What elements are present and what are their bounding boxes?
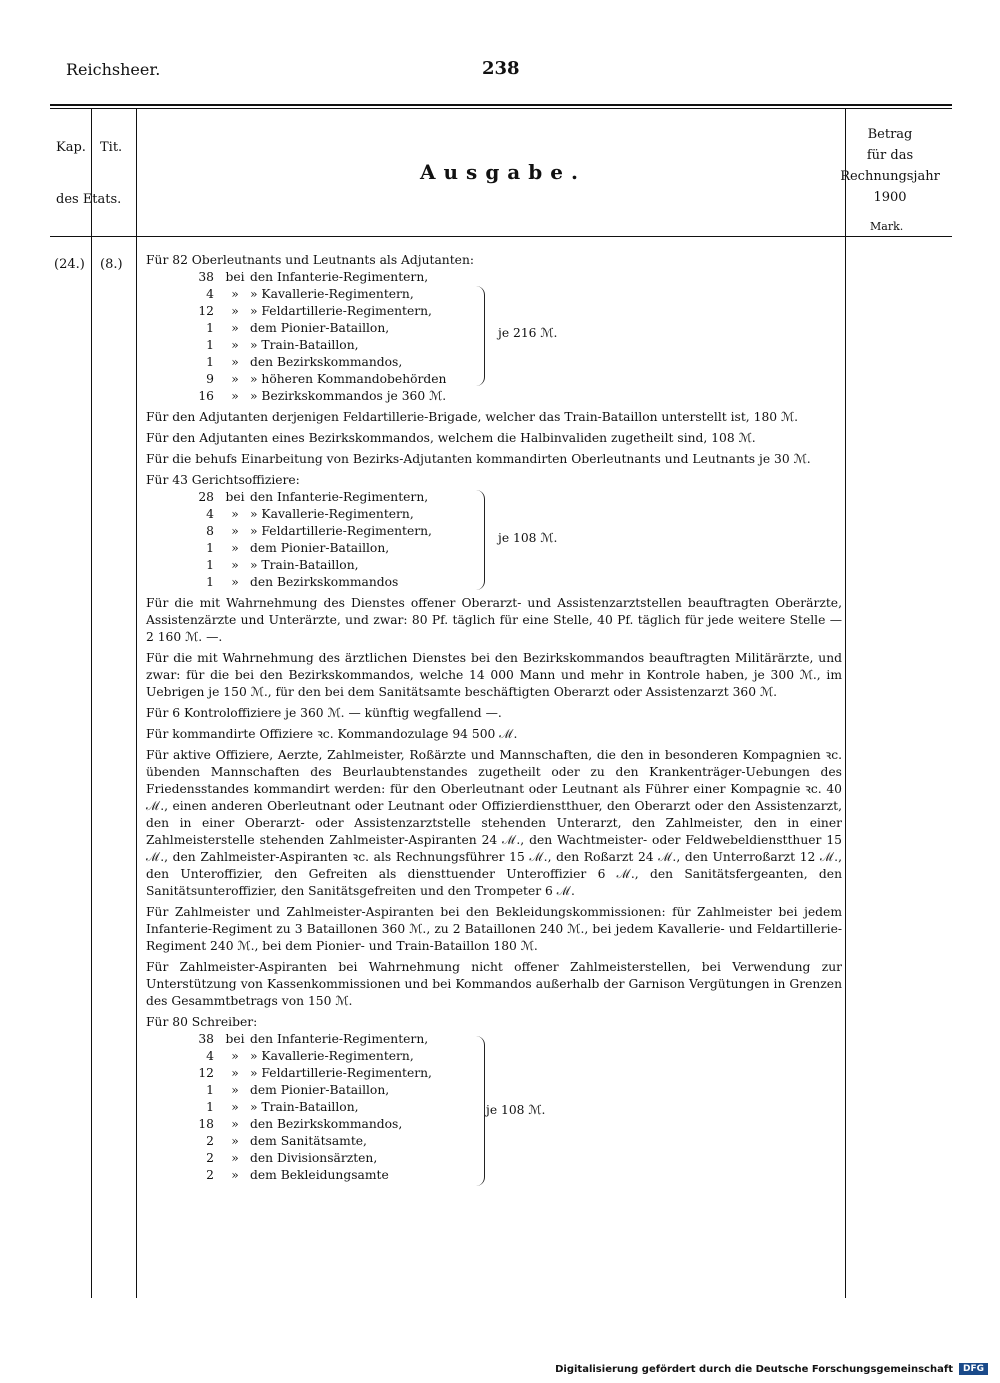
col-betrag: [840, 124, 940, 208]
top-rule-thin: [50, 108, 952, 109]
list-item: [146, 320, 842, 337]
paragraph: Für kommandirte Offiziere ꝛc. Kommandozulage 94 500 ℳ.: [146, 727, 518, 741]
list-item: [146, 303, 842, 320]
item-prep: »: [231, 1117, 239, 1131]
item-label: dem Pionier-Bataillon,: [250, 1083, 390, 1097]
block-gerichtsoffiziere: [146, 472, 842, 591]
paragraph: Für die mit Wahrnehmung des ärztlichen Dienstes bei den Bezirkskommandos beauftragten Militärärzte, und zwar: für die bei den Bezirkskommandos, welche 14 000 Mann und mehr in Kontrole haben, je 300 ℳ., im Uebrigen je 150 ℳ., für den bei dem Sanitätsamte beschäftigten Oberarzt oder Assistenzarzt 360 ℳ.: [146, 651, 842, 699]
item-count: 1: [206, 355, 214, 369]
list-item: [146, 354, 842, 371]
list-item: [146, 1048, 842, 1065]
list-item: [146, 371, 842, 388]
col-divider-1: [91, 108, 92, 1298]
item-count: 1: [206, 541, 214, 555]
col-ausgabe-title: Ausgabe.: [420, 160, 586, 184]
betrag-line: für das: [866, 148, 914, 163]
running-header: Reichsheer.: [66, 60, 161, 79]
item-label: den Bezirkskommandos,: [250, 355, 403, 369]
item-label: » Kavallerie-Regimentern,: [250, 287, 414, 301]
list-item: [146, 269, 842, 286]
item-count: 2: [206, 1134, 214, 1148]
list-item: [146, 286, 842, 303]
item-label: den Infanterie-Regimentern,: [250, 1032, 429, 1046]
item-prep: »: [231, 1134, 239, 1148]
list-item: [146, 1167, 842, 1184]
item-label: » Train-Bataillon,: [250, 558, 359, 572]
paragraph: Für den Adjutanten derjenigen Feldartillerie-Brigade, welcher das Train-Bataillon unterstellt ist, 180 ℳ.: [146, 410, 799, 424]
item-prep: »: [231, 1168, 239, 1182]
block-intro: Für 82 Oberleutnants und Leutnants als Adjutanten:: [146, 253, 475, 267]
brace-amount: je 108 ℳ.: [486, 1103, 546, 1117]
item-label: den Bezirkskommandos,: [250, 1117, 403, 1131]
block-intro: Für 80 Schreiber:: [146, 1015, 258, 1029]
list-item: [146, 574, 842, 591]
item-prep: »: [231, 507, 239, 521]
betrag-line: Betrag: [867, 127, 913, 142]
list-item: [146, 1133, 842, 1150]
item-prep: »: [231, 372, 239, 386]
item-count: 8: [206, 524, 214, 538]
list-item: [146, 557, 842, 574]
footer-credit: [555, 1363, 988, 1375]
item-label: » höheren Kommandobehörden: [250, 372, 447, 386]
item-prep: »: [231, 1100, 239, 1114]
list-item: [146, 1150, 842, 1167]
brace: [476, 286, 485, 386]
list-item: [146, 1065, 842, 1082]
item-label: » Train-Bataillon,: [250, 1100, 359, 1114]
item-label: dem Bekleidungsamte: [250, 1168, 389, 1182]
item-count: 1: [206, 338, 214, 352]
item-prep: »: [231, 541, 239, 555]
item-label: dem Pionier-Bataillon,: [250, 321, 390, 335]
item-prep: »: [231, 1066, 239, 1080]
item-count: 1: [206, 1100, 214, 1114]
list-item: [146, 506, 842, 523]
brace-amount: je 216 ℳ.: [498, 326, 558, 340]
item-prep: »: [231, 558, 239, 572]
list-item: [146, 1082, 842, 1099]
paragraph: Für aktive Offiziere, Aerzte, Zahlmeister, Roßärzte und Mannschaften, die den in besonderen Kompagnien ꝛc. übenden Mannschaften des Beurlaubtenstandes zugetheilt oder zu den Krankenträger-Uebungen des Friedensstandes kommandirt werden: für den Oberleutnant oder Leutnant als Führer einer Kompagnie ꝛc. 40 ℳ., einen anderen Oberleutnant oder Leutnant oder Offizierdienstthuer, den Oberarzt oder den Assistenzarzt, den in einer Oberarzt- oder Assistenzarztstelle stehenden Unterarzt, den Zahlmeister, den in einer Zahlmeisterstelle stehenden Zahlmeister-Aspiranten 24 ℳ., den Wachtmeister- oder Feldwebeldienstthuer 15 ℳ., den Zahlmeister-Aspiranten ꝛc. als Rechnungsführer 15 ℳ., den Roßarzt 24 ℳ., den Unterroßarzt 12 ℳ., den Unteroffizier, den Gefreiten als diensttuender Unteroffizier 6 ℳ., den Sanitätsfergeanten, den Sanitätsunteroffizier, den Sanitätsgefreiten und den Trompeter 6 ℳ.: [146, 748, 842, 898]
list-item: [146, 337, 842, 354]
betrag-line: Rechnungsjahr: [840, 169, 940, 184]
page-number: 238: [482, 58, 520, 79]
item-prep: bei: [225, 490, 245, 504]
list-item: [146, 523, 842, 540]
item-label: » Feldartillerie-Regimentern,: [250, 1066, 432, 1080]
item-count: 2: [206, 1151, 214, 1165]
brace: [476, 490, 485, 590]
item-count: 1: [206, 558, 214, 572]
paragraph: Für den Adjutanten eines Bezirkskommandos, welchem die Halbinvaliden zugetheilt sind, 108 ℳ.: [146, 431, 756, 445]
block-schreiber: [146, 1014, 842, 1184]
paragraph: Für 6 Kontroloffiziere je 360 ℳ. — künftig wegfallend —.: [146, 706, 502, 720]
list-item: [146, 540, 842, 557]
item-prep: »: [231, 355, 239, 369]
item-count: 28: [198, 490, 214, 504]
item-label: » Feldartillerie-Regimentern,: [250, 524, 432, 538]
item-count: 12: [198, 1066, 214, 1080]
col-tit: Tit.: [100, 140, 123, 155]
item-prep: »: [231, 1083, 239, 1097]
dfg-logo: DFG: [959, 1363, 988, 1375]
item-count: 38: [198, 1032, 214, 1046]
item-label: den Infanterie-Regimentern,: [250, 490, 429, 504]
item-count: 4: [206, 1049, 214, 1063]
item-label: den Infanterie-Regimentern,: [250, 270, 429, 284]
block-list: [146, 269, 842, 405]
item-prep: »: [231, 287, 239, 301]
brace: [476, 1036, 485, 1186]
col-des-etats: des Etats.: [56, 192, 122, 207]
item-label: » Bezirkskommandos je 360 ℳ.: [250, 389, 447, 403]
col-divider-3: [845, 108, 846, 1298]
paragraph: Für die mit Wahrnehmung des Dienstes offener Oberarzt- und Assistenzarztstellen beauftragten Oberärzte, Assistenzärzte und Unterärzte, und zwar: 80 Pf. täglich für eine Stelle, 40 Pf. täglich für jede weitere Stelle — 2 160 ℳ. —.: [146, 596, 842, 644]
brace-amount: je 108 ℳ.: [498, 531, 558, 545]
item-count: 4: [206, 287, 214, 301]
item-label: den Bezirkskommandos: [250, 575, 399, 589]
header-bottom-rule: [50, 236, 952, 237]
paragraph: Für Zahlmeister und Zahlmeister-Aspiranten bei den Bekleidungskommissionen: für Zahlmeister bei jedem Infanterie-Regiment zu 3 Bataillonen 360 ℳ., zu 2 Bataillonen 240 ℳ., bei jedem Kavallerie- und Feldartillerie-Regiment 240 ℳ., bei dem Pionier- und Train-Bataillon 180 ℳ.: [146, 905, 842, 953]
item-prep: »: [231, 321, 239, 335]
item-count: 12: [198, 304, 214, 318]
item-label: » Kavallerie-Regimentern,: [250, 507, 414, 521]
item-prep: »: [231, 1151, 239, 1165]
item-count: 2: [206, 1168, 214, 1182]
block-list: [146, 489, 842, 591]
top-rule: [50, 104, 952, 106]
list-item: [146, 388, 842, 405]
col-mark-unit: Mark.: [870, 220, 904, 233]
paragraph: Für Zahlmeister-Aspiranten bei Wahrnehmung nicht offener Zahlmeisterstellen, bei Verwendung zur Unterstützung von Kassenkommissionen und bei Kommandos außerhalb der Garnison Vergütungen in Grenzen des Gesammtbetrags von 150 ℳ.: [146, 960, 842, 1008]
item-count: 38: [198, 270, 214, 284]
block-adjutanten: [146, 252, 842, 405]
item-label: » Kavallerie-Regimentern,: [250, 1049, 414, 1063]
item-label: dem Sanitätsamte,: [250, 1134, 367, 1148]
item-prep: »: [231, 575, 239, 589]
item-count: 16: [198, 389, 214, 403]
item-count: 18: [198, 1117, 214, 1131]
item-prep: »: [231, 338, 239, 352]
item-count: 9: [206, 372, 214, 386]
col-kap: Kap.: [56, 140, 86, 155]
row-tit: (8.): [100, 257, 123, 272]
item-prep: bei: [225, 1032, 245, 1046]
content-column: [146, 252, 842, 1188]
item-label: » Feldartillerie-Regimentern,: [250, 304, 432, 318]
betrag-line: 1900: [873, 190, 907, 205]
item-label: » Train-Bataillon,: [250, 338, 359, 352]
item-count: 1: [206, 1083, 214, 1097]
item-prep: »: [231, 304, 239, 318]
list-item: [146, 1031, 842, 1048]
item-count: 4: [206, 507, 214, 521]
item-prep: »: [231, 389, 239, 403]
block-intro: Für 43 Gerichtsoffiziere:: [146, 473, 300, 487]
list-item: [146, 489, 842, 506]
footer-text: Digitalisierung gefördert durch die Deutsche Forschungsgemeinschaft: [555, 1363, 953, 1375]
item-count: 1: [206, 321, 214, 335]
item-label: dem Pionier-Bataillon,: [250, 541, 390, 555]
row-kap: (24.): [54, 257, 85, 272]
col-divider-2: [136, 108, 137, 1298]
item-prep: »: [231, 1049, 239, 1063]
item-prep: »: [231, 524, 239, 538]
item-label: den Divisionsärzten,: [250, 1151, 378, 1165]
item-count: 1: [206, 575, 214, 589]
item-prep: bei: [225, 270, 245, 284]
paragraph: Für die behufs Einarbeitung von Bezirks-Adjutanten kommandirten Oberleutnants und Leutnants je 30 ℳ.: [146, 452, 811, 466]
